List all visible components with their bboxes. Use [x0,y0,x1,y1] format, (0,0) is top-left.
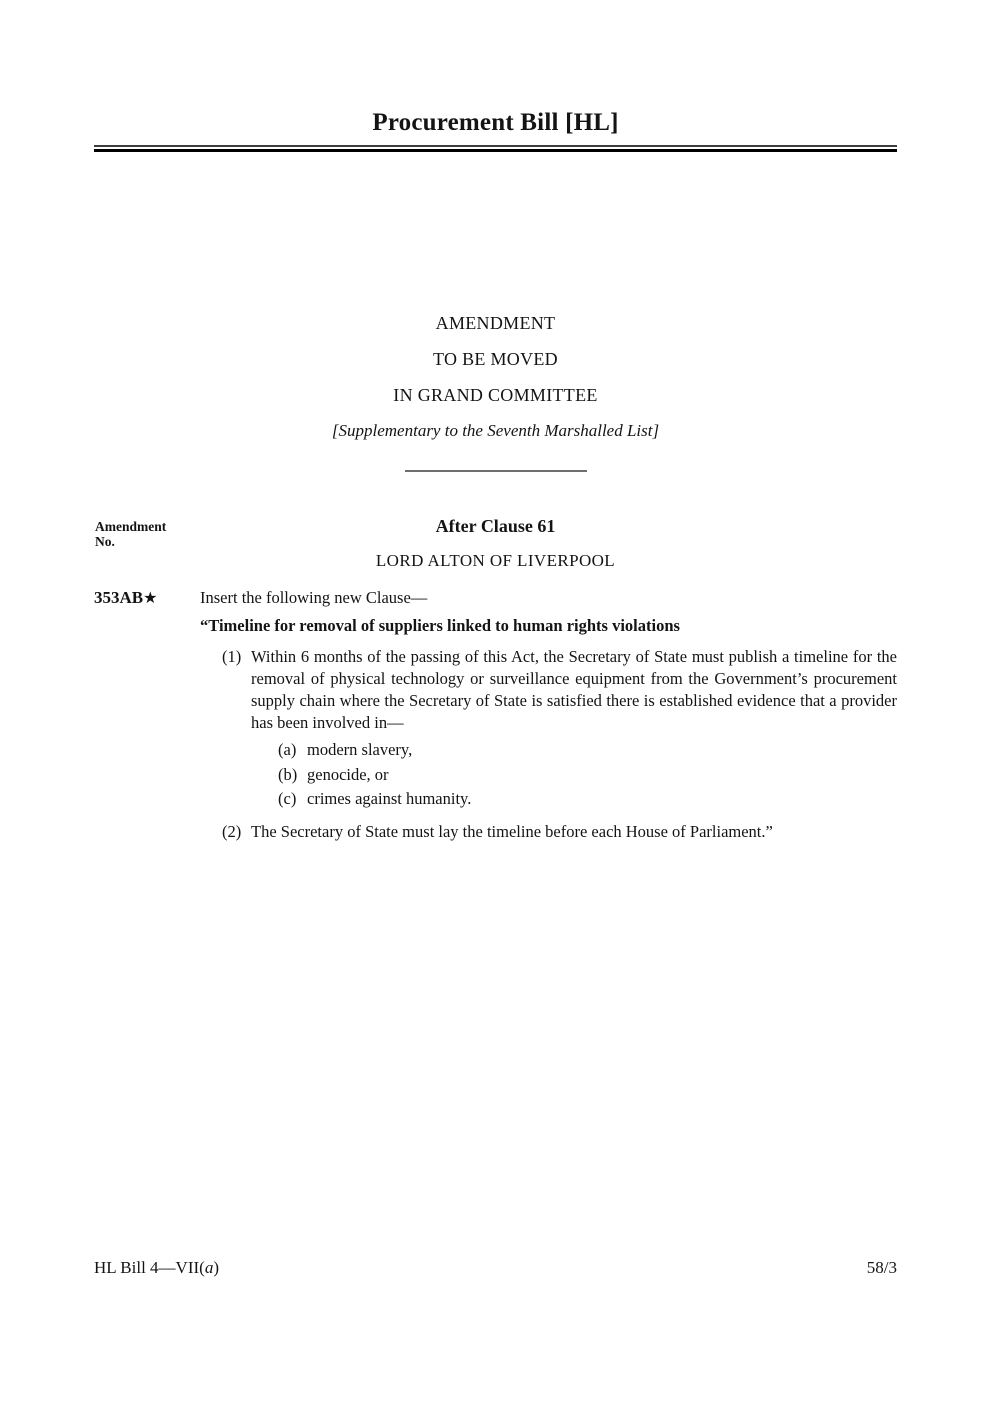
amendment-no-label [95,519,205,549]
bill-reference-italic: a [204,1258,214,1277]
amendment-body-row [94,587,897,843]
bill-reference-prefix: HL Bill 4—VII( [94,1258,205,1277]
new-amendment-star-icon: ★ [143,590,158,607]
mover-name: LORD ALTON OF LIVERPOOL [375,551,616,570]
amendment-number [94,587,200,843]
list-item-a-text: modern slavery, [307,740,413,759]
subsection-1 [200,646,897,734]
list-item-b-label: (b) [278,764,298,784]
list-item-b-text: genocide, or [307,764,389,784]
title-rule [94,145,897,152]
bill-reference [94,1257,219,1278]
preamble-line-to-be-moved: TO BE MOVED [433,349,558,369]
list-item-c [200,787,897,812]
new-clause-title: “Timeline for removal of suppliers linked to human rights violations [200,616,680,635]
subsection-2 [200,821,897,843]
section-divider [405,470,587,472]
subsection-1-items [200,738,897,812]
amendment-no-label-line2: No. [95,534,115,549]
list-item-a [200,738,897,763]
subsection-1-text: Within 6 months of the passing of this Act, the Secretary of State must publish a timeline for the removal of physical technology or surveillance equipment from the Government’s procurement supply chain where the Secretary of State is satisfied there is established evidence that a provider has been involved in— [251,647,897,732]
list-item-b [200,763,897,788]
preamble-line-amendment: AMENDMENT [435,313,556,333]
sheet-number: 58/3 [866,1258,897,1277]
page-footer [94,1257,897,1278]
amendment-no-label-line1: Amendment [95,519,167,534]
subsection-2-text: The Secretary of State must lay the timeline before each House of Parliament.” [251,821,773,841]
amendment-content [200,587,897,843]
amendment-section [94,516,897,843]
amendment-number-text: 353AB [94,588,144,607]
page-title: Procurement Bill [HL] [372,109,619,136]
list-item-c-text: crimes against humanity. [307,789,472,808]
subsection-2-number: (2) [222,821,242,841]
list-item-a-label: (a) [278,740,297,759]
list-item-c-label: (c) [278,789,297,808]
after-clause-heading: After Clause 61 [435,516,556,536]
preamble-line-committee: IN GRAND COMMITTEE [393,385,598,405]
subsection-1-number: (1) [222,647,242,666]
marshalled-list-note: [Supplementary to the Seventh Marshalled List] [331,421,660,440]
preamble-block [0,305,991,449]
amendment-instruction: Insert the following new Clause— [200,588,428,607]
bill-reference-suffix: ) [213,1258,219,1277]
